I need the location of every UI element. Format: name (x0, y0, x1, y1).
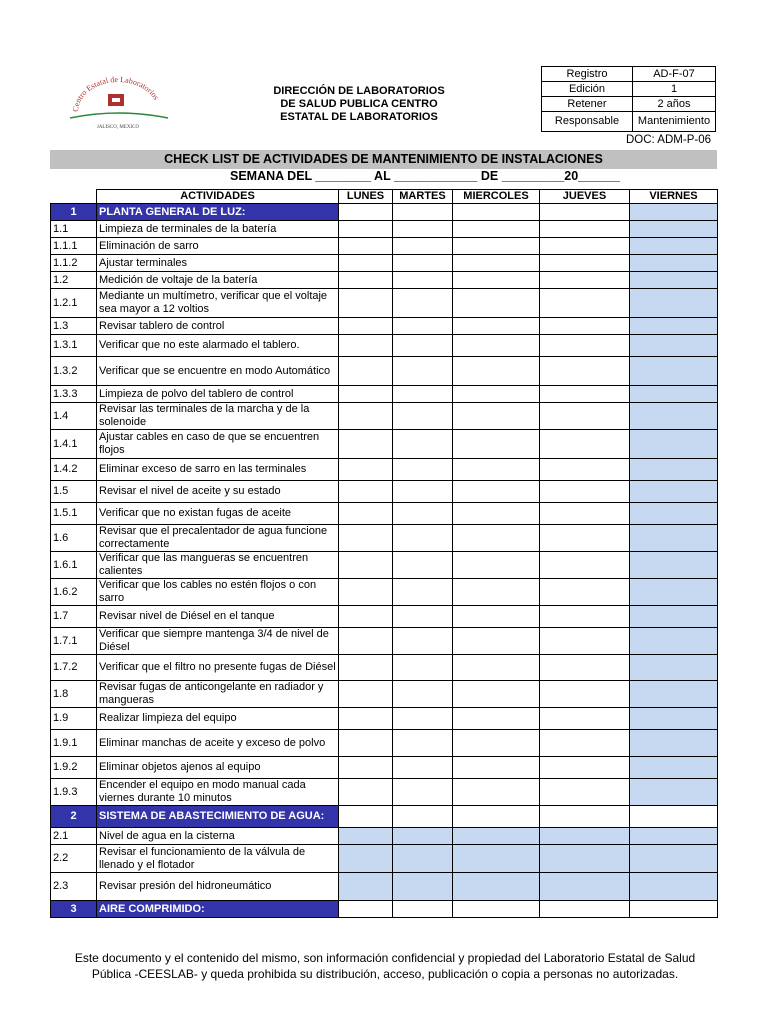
day-cell[interactable] (453, 628, 540, 655)
item-activity: Ajustar terminales (97, 255, 339, 272)
section-number: 1 (51, 204, 97, 221)
day-cell[interactable] (630, 272, 718, 289)
table-row (51, 503, 718, 525)
day-cell[interactable] (540, 845, 630, 873)
day-cell[interactable] (630, 335, 718, 357)
day-cell[interactable] (540, 357, 630, 386)
table-row (51, 459, 718, 481)
day-cell[interactable] (339, 386, 393, 403)
item-code: 1.3.1 (51, 335, 97, 357)
day-cell[interactable] (393, 403, 453, 430)
day-cell[interactable] (453, 357, 540, 386)
item-code: 2.3 (51, 873, 97, 901)
day-cell[interactable] (339, 757, 393, 779)
item-activity: Verificar que no este alarmado el tablero. (97, 335, 339, 357)
day-cell[interactable] (630, 430, 718, 459)
day-cell[interactable] (630, 289, 718, 318)
org-line: ESTATAL DE LABORATORIOS (280, 111, 438, 123)
item-activity: Mediante un multímetro, verificar que el voltaje sea mayor a 12 voltios (97, 289, 339, 318)
item-activity: Eliminar exceso de sarro en las terminales (97, 459, 339, 481)
registro-value: AD-F-07 (633, 67, 716, 82)
day-cell[interactable] (453, 873, 540, 901)
day-cell[interactable] (540, 730, 630, 757)
day-cell[interactable] (453, 845, 540, 873)
item-activity: Revisar que el precalentador de agua funcione correctamente (97, 525, 339, 552)
day-cell[interactable] (630, 221, 718, 238)
item-code: 1.9 (51, 708, 97, 730)
table-row (51, 845, 718, 873)
table-row (51, 525, 718, 552)
item-activity: Eliminar manchas de aceite y exceso de polvo (97, 730, 339, 757)
day-cell[interactable] (393, 386, 453, 403)
day-cell[interactable] (393, 901, 453, 918)
day-cell[interactable] (453, 289, 540, 318)
table-row (51, 318, 718, 335)
day-cell[interactable] (540, 655, 630, 681)
day-cell[interactable] (453, 579, 540, 606)
item-activity: Revisar fugas de anticongelante en radiador y mangueras (97, 681, 339, 708)
day-cell[interactable] (393, 757, 453, 779)
day-cell[interactable] (393, 730, 453, 757)
day-cell[interactable] (540, 272, 630, 289)
day-cell[interactable] (393, 238, 453, 255)
day-cell[interactable] (630, 386, 718, 403)
day-cell[interactable] (540, 255, 630, 272)
day-cell[interactable] (393, 845, 453, 873)
retener-label: Retener (542, 97, 633, 112)
day-cell[interactable] (630, 357, 718, 386)
section-row (51, 204, 718, 221)
day-cell[interactable] (453, 552, 540, 579)
day-cell[interactable] (453, 655, 540, 681)
day-cell[interactable] (339, 204, 393, 221)
table-row (51, 221, 718, 238)
day-cell[interactable] (339, 289, 393, 318)
day-cell[interactable] (630, 525, 718, 552)
table-row (51, 386, 718, 403)
day-cell[interactable] (540, 873, 630, 901)
section-number: 3 (51, 901, 97, 918)
day-cell[interactable] (540, 430, 630, 459)
item-code: 1.3.2 (51, 357, 97, 386)
item-code: 1.7.1 (51, 628, 97, 655)
day-cell[interactable] (393, 681, 453, 708)
table-row (51, 828, 718, 845)
item-code: 1.7 (51, 606, 97, 628)
table-row (51, 757, 718, 779)
day-cell[interactable] (453, 459, 540, 481)
day-cell[interactable] (540, 779, 630, 806)
day-cell[interactable] (540, 901, 630, 918)
table-row (51, 255, 718, 272)
item-code: 1.9.1 (51, 730, 97, 757)
day-cell[interactable] (339, 806, 393, 828)
form-title: CHECK LIST DE ACTIVIDADES DE MANTENIMIENTO DE INSTALACIONES (50, 150, 717, 169)
org-line: DE SALUD PUBLICA CENTRO (280, 98, 438, 110)
day-cell[interactable] (630, 873, 718, 901)
registro-table (541, 66, 716, 132)
day-cell[interactable] (453, 481, 540, 503)
table-row (51, 681, 718, 708)
day-cell[interactable] (393, 779, 453, 806)
day-cell[interactable] (393, 628, 453, 655)
day-cell[interactable] (339, 459, 393, 481)
item-activity: Verificar que los cables no estén flojos o con sarro (97, 579, 339, 606)
item-code: 1.1.1 (51, 238, 97, 255)
day-cell[interactable] (453, 708, 540, 730)
table-row (51, 403, 718, 430)
responsable-value: Mantenimiento (633, 112, 716, 132)
item-code: 1.2.1 (51, 289, 97, 318)
table-row (51, 628, 718, 655)
day-cell[interactable] (339, 628, 393, 655)
item-code: 1.1 (51, 221, 97, 238)
table-row (51, 335, 718, 357)
day-cell[interactable] (630, 845, 718, 873)
item-activity: Verificar que se encuentre en modo Automático (97, 357, 339, 386)
checklist-body (51, 190, 718, 918)
day-cell[interactable] (453, 386, 540, 403)
day-cell[interactable] (540, 318, 630, 335)
day-cell[interactable] (453, 403, 540, 430)
day-cell[interactable] (540, 459, 630, 481)
day-cell[interactable] (453, 525, 540, 552)
item-activity: Verificar que no existan fugas de aceite (97, 503, 339, 525)
item-activity: Encender el equipo en modo manual cada viernes durante 10 minutos (97, 779, 339, 806)
day-cell[interactable] (453, 430, 540, 459)
organization-name (248, 85, 470, 124)
day-cell[interactable] (630, 552, 718, 579)
day-cell[interactable] (339, 255, 393, 272)
item-activity: Realizar limpieza del equipo (97, 708, 339, 730)
day-cell[interactable] (339, 730, 393, 757)
item-code: 1.1.2 (51, 255, 97, 272)
day-cell[interactable] (540, 606, 630, 628)
doc-code: DOC: ADM-P-06 (626, 134, 711, 146)
table-row (51, 481, 718, 503)
day-cell[interactable] (630, 681, 718, 708)
table-row (51, 552, 718, 579)
day-cell[interactable] (393, 708, 453, 730)
section-number: 2 (51, 806, 97, 828)
day-cell[interactable] (540, 681, 630, 708)
day-cell[interactable] (630, 606, 718, 628)
day-cell[interactable] (393, 552, 453, 579)
item-code: 1.9.3 (51, 779, 97, 806)
svg-text:Centro Estatal de Laboratorios (71, 75, 161, 112)
table-row (51, 873, 718, 901)
day-cell[interactable] (339, 430, 393, 459)
day-cell[interactable] (393, 873, 453, 901)
day-cell[interactable] (393, 272, 453, 289)
col-jueves: JUEVES (540, 190, 630, 204)
day-cell[interactable] (630, 779, 718, 806)
section-row (51, 806, 718, 828)
day-cell[interactable] (630, 628, 718, 655)
section-row (51, 901, 718, 918)
day-cell[interactable] (630, 255, 718, 272)
day-cell[interactable] (630, 204, 718, 221)
col-miercoles: MIERCOLES (453, 190, 540, 204)
day-cell[interactable] (339, 357, 393, 386)
day-cell[interactable] (339, 238, 393, 255)
item-activity: Eliminar objetos ajenos al equipo (97, 757, 339, 779)
day-cell[interactable] (630, 730, 718, 757)
table-row (51, 779, 718, 806)
item-activity: Verificar que el filtro no presente fugas de Diésel (97, 655, 339, 681)
day-cell[interactable] (339, 403, 393, 430)
day-cell[interactable] (453, 681, 540, 708)
item-activity: Verificar que siempre mantenga 3/4 de nivel de Diésel (97, 628, 339, 655)
day-cell[interactable] (453, 779, 540, 806)
item-code: 1.6.2 (51, 579, 97, 606)
day-cell[interactable] (393, 335, 453, 357)
day-cell[interactable] (630, 481, 718, 503)
day-cell[interactable] (540, 481, 630, 503)
day-cell[interactable] (339, 779, 393, 806)
day-cell[interactable] (453, 221, 540, 238)
day-cell[interactable] (339, 503, 393, 525)
retener-value: 2 años (633, 97, 716, 112)
edicion-value: 1 (633, 82, 716, 97)
item-code: 1.6.1 (51, 552, 97, 579)
day-cell[interactable] (339, 681, 393, 708)
day-cell[interactable] (453, 757, 540, 779)
day-cell[interactable] (339, 873, 393, 901)
day-cell[interactable] (630, 708, 718, 730)
day-cell[interactable] (540, 204, 630, 221)
day-cell[interactable] (339, 579, 393, 606)
item-activity: Revisar tablero de control (97, 318, 339, 335)
checklist-table (50, 189, 718, 918)
logo (60, 72, 175, 132)
day-cell[interactable] (339, 828, 393, 845)
day-cell[interactable] (540, 289, 630, 318)
day-cell[interactable] (630, 655, 718, 681)
day-cell[interactable] (540, 579, 630, 606)
day-cell[interactable] (630, 403, 718, 430)
item-activity: Revisar presión del hidroneumático (97, 873, 339, 901)
edicion-label: Edición (542, 82, 633, 97)
day-cell[interactable] (393, 579, 453, 606)
day-cell[interactable] (630, 503, 718, 525)
section-title: AIRE COMPRIMIDO: (97, 901, 339, 918)
day-cell[interactable] (540, 708, 630, 730)
day-cell[interactable] (393, 828, 453, 845)
day-cell[interactable] (339, 606, 393, 628)
logo-subtext: JALISCO, MEXICO (96, 125, 140, 130)
day-cell[interactable] (453, 272, 540, 289)
day-cell[interactable] (393, 357, 453, 386)
item-activity: Revisar las terminales de la marcha y de la solenoide (97, 403, 339, 430)
col-martes: MARTES (393, 190, 453, 204)
item-activity: Revisar el funcionamiento de la válvula de llenado y el flotador (97, 845, 339, 873)
day-cell[interactable] (393, 289, 453, 318)
day-cell[interactable] (393, 221, 453, 238)
day-cell[interactable] (453, 806, 540, 828)
item-code: 1.5 (51, 481, 97, 503)
day-cell[interactable] (540, 238, 630, 255)
section-title: PLANTA GENERAL DE LUZ: (97, 204, 339, 221)
day-cell[interactable] (630, 757, 718, 779)
day-cell[interactable] (393, 606, 453, 628)
confidentiality-note: Este documento y el contenido del mismo, son información confidencial y propiedad del Laboratorio Estatal de Salud Pública -CEESLAB- y queda prohibida su distribución, acceso, publicación o copia a personas no autorizadas. (74, 951, 696, 981)
day-cell[interactable] (453, 255, 540, 272)
day-cell[interactable] (339, 901, 393, 918)
item-activity: Ajustar cables en caso de que se encuentren flojos (97, 430, 339, 459)
registro-label: Registro (542, 67, 633, 82)
logo-text: Centro Estatal de Laboratorios (70, 74, 161, 113)
week-line: SEMANA DEL ________ AL ____________ DE _________20______ (230, 169, 620, 183)
day-cell[interactable] (393, 525, 453, 552)
col-actividades: ACTIVIDADES (97, 190, 339, 204)
table-row (51, 730, 718, 757)
item-code: 1.3 (51, 318, 97, 335)
section-title: SISTEMA DE ABASTECIMIENTO DE AGUA: (97, 806, 339, 828)
item-code: 1.6 (51, 525, 97, 552)
table-row (51, 708, 718, 730)
item-code: 1.8 (51, 681, 97, 708)
day-cell[interactable] (540, 628, 630, 655)
day-cell[interactable] (453, 828, 540, 845)
day-cell[interactable] (393, 459, 453, 481)
day-cell[interactable] (630, 579, 718, 606)
day-cell[interactable] (453, 238, 540, 255)
day-cell[interactable] (393, 430, 453, 459)
day-cell[interactable] (339, 525, 393, 552)
item-activity: Revisar el nivel de aceite y su estado (97, 481, 339, 503)
day-cell[interactable] (393, 255, 453, 272)
day-cell[interactable] (393, 481, 453, 503)
day-cell[interactable] (453, 335, 540, 357)
item-code: 1.7.2 (51, 655, 97, 681)
day-cell[interactable] (339, 552, 393, 579)
item-activity: Limpieza de polvo del tablero de control (97, 386, 339, 403)
day-cell[interactable] (630, 828, 718, 845)
day-cell[interactable] (453, 318, 540, 335)
table-row (51, 289, 718, 318)
table-header (51, 190, 718, 204)
day-cell[interactable] (540, 828, 630, 845)
day-cell[interactable] (630, 901, 718, 918)
item-code: 1.5.1 (51, 503, 97, 525)
day-cell[interactable] (339, 272, 393, 289)
item-activity: Eliminación de sarro (97, 238, 339, 255)
day-cell[interactable] (630, 459, 718, 481)
item-code: 2.1 (51, 828, 97, 845)
day-cell[interactable] (339, 708, 393, 730)
table-row (51, 606, 718, 628)
col-lunes: LUNES (339, 190, 393, 204)
table-row (51, 655, 718, 681)
item-activity: Revisar nivel de Diésel en el tanque (97, 606, 339, 628)
item-code: 1.9.2 (51, 757, 97, 779)
day-cell[interactable] (540, 757, 630, 779)
item-code: 1.4.2 (51, 459, 97, 481)
table-row (51, 430, 718, 459)
day-cell[interactable] (540, 335, 630, 357)
day-cell[interactable] (453, 606, 540, 628)
day-cell[interactable] (540, 221, 630, 238)
day-cell[interactable] (540, 552, 630, 579)
item-activity: Medición de voltaje de la batería (97, 272, 339, 289)
item-code: 1.2 (51, 272, 97, 289)
org-line: DIRECCIÓN DE LABORATORIOS (273, 85, 445, 97)
item-activity: Nivel de agua en la cisterna (97, 828, 339, 845)
col-viernes: VIERNES (630, 190, 718, 204)
item-code: 1.4 (51, 403, 97, 430)
day-cell[interactable] (393, 655, 453, 681)
day-cell[interactable] (393, 806, 453, 828)
day-cell[interactable] (540, 403, 630, 430)
day-cell[interactable] (630, 238, 718, 255)
day-cell[interactable] (339, 481, 393, 503)
day-cell[interactable] (393, 503, 453, 525)
day-cell[interactable] (453, 730, 540, 757)
day-cell[interactable] (540, 503, 630, 525)
day-cell[interactable] (540, 525, 630, 552)
day-cell[interactable] (540, 386, 630, 403)
table-row (51, 272, 718, 289)
day-cell[interactable] (393, 204, 453, 221)
day-cell[interactable] (339, 318, 393, 335)
day-cell[interactable] (339, 655, 393, 681)
day-cell[interactable] (339, 845, 393, 873)
day-cell[interactable] (393, 318, 453, 335)
day-cell[interactable] (453, 204, 540, 221)
item-activity: Limpieza de terminales de la batería (97, 221, 339, 238)
day-cell[interactable] (630, 806, 718, 828)
item-activity: Verificar que las mangueras se encuentren calientes (97, 552, 339, 579)
table-row (51, 357, 718, 386)
item-code: 1.3.3 (51, 386, 97, 403)
day-cell[interactable] (453, 503, 540, 525)
day-cell[interactable] (630, 318, 718, 335)
header-blank (51, 190, 97, 204)
table-row (51, 238, 718, 255)
item-code: 1.4.1 (51, 430, 97, 459)
item-code: 2.2 (51, 845, 97, 873)
responsable-label: Responsable (542, 112, 633, 132)
day-cell[interactable] (339, 335, 393, 357)
table-row (51, 579, 718, 606)
day-cell[interactable] (339, 221, 393, 238)
day-cell[interactable] (540, 806, 630, 828)
day-cell[interactable] (453, 901, 540, 918)
